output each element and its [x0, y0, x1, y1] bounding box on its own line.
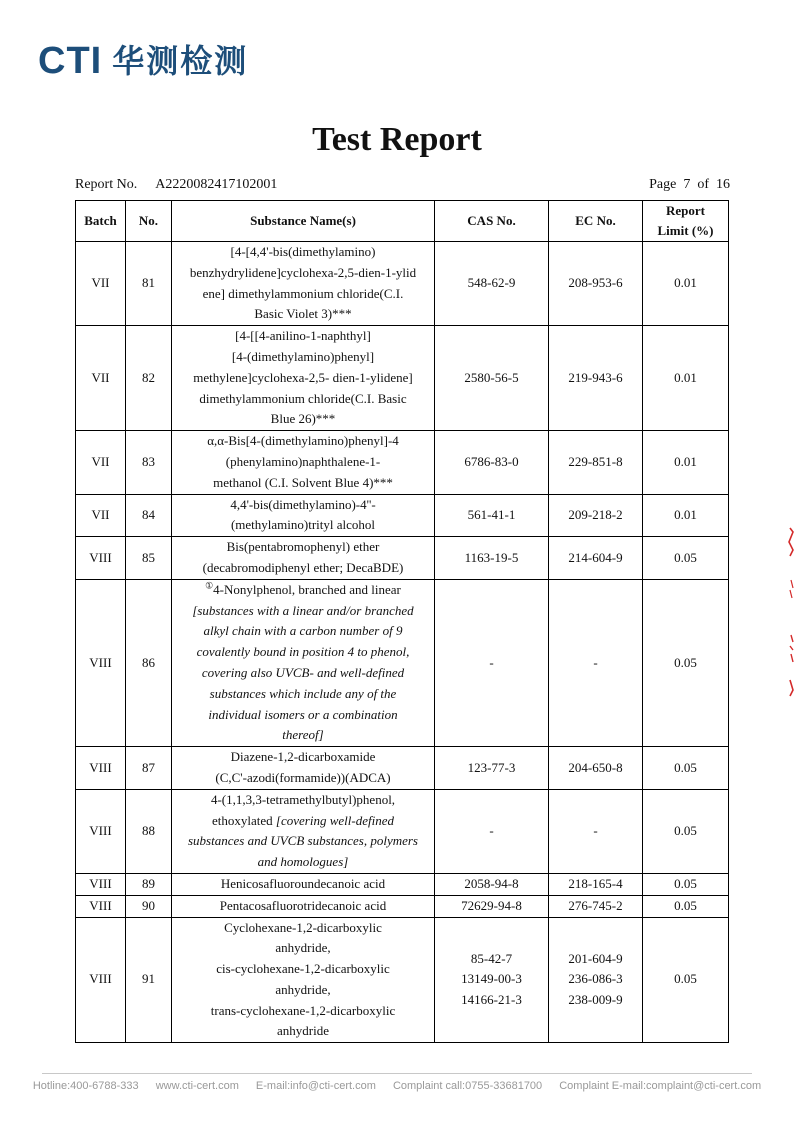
- substance-line: Cyclohexane-1,2-dicarboxylic: [224, 919, 382, 935]
- batch-cell: VIII: [76, 579, 126, 746]
- table-row: [76, 579, 729, 746]
- limit-cell: 0.05: [643, 873, 729, 895]
- cas-number: 6786-83-0: [464, 453, 519, 469]
- substance-line: 4,4'-bis(dimethylamino)-4''-: [230, 496, 376, 512]
- ec-number: 238-009-9: [568, 992, 623, 1008]
- limit-cell: 0.05: [643, 579, 729, 746]
- batch-cell: VII: [76, 242, 126, 326]
- ec-number: 204-650-8: [568, 759, 623, 775]
- table-row: [76, 431, 729, 494]
- batch-cell: VII: [76, 494, 126, 537]
- substance-line: 4-(1,1,3,3-tetramethylbutyl)phenol,: [210, 791, 396, 807]
- substance-cell: [172, 579, 435, 746]
- cas-cell: [435, 494, 549, 537]
- substance-table: [75, 200, 729, 1043]
- page-number: 7: [683, 177, 691, 192]
- table-row: [76, 917, 729, 1043]
- table-row: [76, 873, 729, 895]
- limit-cell: 0.05: [643, 917, 729, 1043]
- page-of-label: of: [697, 177, 709, 192]
- ec-number: 201-604-9: [568, 950, 623, 966]
- header-limit-line1: Report: [666, 203, 705, 218]
- ec-cell: [549, 537, 643, 580]
- substance-line-italic: substances which include any of the: [209, 685, 397, 701]
- ec-number: 229-851-8: [568, 453, 623, 469]
- cas-cell: [435, 431, 549, 494]
- substance-cell: [172, 242, 435, 326]
- ec-number: 209-218-2: [568, 506, 623, 522]
- logo-cti-text: CTI: [38, 40, 103, 82]
- substance-line: anhydride,: [275, 981, 331, 997]
- cas-cell: [435, 326, 549, 431]
- substance-line: Diazene-1,2-dicarboxamide: [230, 749, 376, 765]
- batch-cell: VIII: [76, 747, 126, 790]
- number-cell: 87: [126, 747, 172, 790]
- ec-cell: [549, 431, 643, 494]
- cas-cell: [435, 895, 549, 917]
- substance-cell: [172, 917, 435, 1043]
- ec-number: 218-165-4: [568, 875, 623, 891]
- substance-line: (C,C'-azodi(formamide))(ADCA): [215, 769, 391, 785]
- ec-number: 236-086-3: [568, 971, 623, 987]
- footer-complaint-call: Complaint call:0755-33681700: [392, 1080, 543, 1092]
- substance-line: Blue 26)***: [270, 411, 336, 427]
- header-cas: CAS No.: [435, 201, 549, 242]
- table-header-row: [76, 201, 729, 242]
- ec-cell: [549, 494, 643, 537]
- substance-line: Bis(pentabromophenyl) ether: [226, 539, 380, 555]
- batch-cell: VIII: [76, 789, 126, 873]
- number-cell: 89: [126, 873, 172, 895]
- footer-website: www.cti-cert.com: [155, 1080, 239, 1092]
- batch-cell: VIII: [76, 537, 126, 580]
- substance-cell: [172, 494, 435, 537]
- ec-cell: [549, 789, 643, 873]
- number-cell: 86: [126, 579, 172, 746]
- number-cell: 84: [126, 494, 172, 537]
- substance-cell: [172, 789, 435, 873]
- cas-number: 561-41-1: [467, 506, 516, 522]
- substance-cell: [172, 537, 435, 580]
- cas-cell: [435, 873, 549, 895]
- substance-line-italic: alkyl chain with a carbon number of 9: [203, 623, 403, 639]
- page-indicator: [649, 176, 730, 194]
- number-cell: 85: [126, 537, 172, 580]
- ec-cell: [549, 326, 643, 431]
- substance-line-italic: substances and UVCB substances, polymers: [187, 833, 418, 849]
- footer-complaint-email: Complaint E-mail:complaint@cti-cert.com: [559, 1080, 762, 1092]
- page-title: Test Report: [312, 121, 482, 158]
- cas-number: 72629-94-8: [461, 897, 522, 913]
- ec-number: 276-745-2: [568, 897, 623, 913]
- number-cell: 88: [126, 789, 172, 873]
- header-limit-line2: Limit (%): [657, 223, 714, 238]
- substance-line: Henicosafluoroundecanoic acid: [220, 875, 386, 891]
- batch-cell: VIII: [76, 895, 126, 917]
- substance-line: (methylamino)trityl alcohol: [230, 517, 376, 533]
- limit-cell: 0.01: [643, 326, 729, 431]
- cas-cell: [435, 789, 549, 873]
- footnote-marker: ①: [205, 580, 214, 591]
- cas-cell: [435, 537, 549, 580]
- batch-cell: VII: [76, 326, 126, 431]
- substance-line-italic: and homologues]: [257, 854, 349, 870]
- cas-number: -: [489, 654, 494, 670]
- table-row: [76, 494, 729, 537]
- substance-line: ene] dimethylammonium chloride(C.I.: [202, 285, 404, 301]
- cas-number: 85-42-7: [470, 950, 513, 966]
- substance-line: (phenylamino)naphthalene-1-: [225, 453, 381, 469]
- substance-line: cis-cyclohexane-1,2-dicarboxylic: [216, 961, 390, 977]
- substance-line-italic: [covering well-defined: [275, 812, 394, 828]
- ec-number: 208-953-6: [568, 275, 623, 291]
- substance-cell: [172, 747, 435, 790]
- limit-cell: 0.05: [643, 789, 729, 873]
- limit-cell: 0.05: [643, 747, 729, 790]
- ec-cell: [549, 873, 643, 895]
- substance-line: [178, 580, 428, 601]
- substance-line: Basic Violet 3)***: [254, 306, 352, 322]
- cas-cell: [435, 242, 549, 326]
- batch-cell: VIII: [76, 917, 126, 1043]
- footer-hotline: Hotline:400-6788-333: [32, 1080, 139, 1092]
- cas-number: -: [489, 822, 494, 838]
- substance-line-italic: covalently bound in position 4 to phenol,: [196, 644, 410, 660]
- batch-cell: VIII: [76, 873, 126, 895]
- substance-line: anhydride: [277, 1023, 329, 1039]
- ec-number: -: [593, 822, 598, 838]
- batch-cell: VII: [76, 431, 126, 494]
- number-cell: 83: [126, 431, 172, 494]
- header-substance: Substance Name(s): [172, 201, 435, 242]
- ec-cell: [549, 579, 643, 746]
- report-number-label: Report No.: [75, 177, 138, 192]
- cas-number: 1163-19-5: [464, 549, 519, 565]
- substance-line: [4-[4,4'-bis(dimethylamino): [230, 244, 376, 259]
- substance-line-plain: ethoxylated: [212, 812, 276, 828]
- substance-line: methylene]cyclohexa-2,5- dien-1-ylidene]: [193, 369, 413, 385]
- cas-cell: [435, 747, 549, 790]
- cas-number: 123-77-3: [467, 759, 516, 775]
- substance-line-italic: thereof]: [282, 727, 324, 743]
- header-limit: [643, 201, 729, 242]
- ec-number: 219-943-6: [568, 369, 623, 385]
- cas-number: 2058-94-8: [464, 875, 519, 891]
- limit-cell: 0.01: [643, 431, 729, 494]
- substance-line: methanol (C.I. Solvent Blue 4)***: [213, 474, 393, 490]
- substance-cell: [172, 895, 435, 917]
- header-batch: Batch: [76, 201, 126, 242]
- table-row: [76, 747, 729, 790]
- number-cell: 82: [126, 326, 172, 431]
- header-ec: EC No.: [549, 201, 643, 242]
- cas-number: 13149-00-3: [461, 971, 522, 987]
- substance-cell: [172, 326, 435, 431]
- ec-cell: [549, 747, 643, 790]
- substance-line: benzhydrylidene]cyclohexa-2,5-dien-1-ylid: [189, 264, 417, 280]
- ec-number: -: [593, 654, 598, 670]
- number-cell: 90: [126, 895, 172, 917]
- ec-number: 214-604-9: [568, 549, 623, 565]
- substance-cell: [172, 431, 435, 494]
- substance-line: [4-[[4-anilino-1-naphthyl]: [235, 328, 371, 344]
- page-label: Page: [649, 177, 677, 192]
- cas-number: 2580-56-5: [464, 369, 519, 385]
- table-row: [76, 789, 729, 873]
- substance-line: [178, 811, 428, 832]
- table-row: [76, 537, 729, 580]
- substance-line: (decabromodiphenyl ether; DecaBDE): [202, 559, 404, 575]
- red-stamp-fragment: [784, 520, 794, 700]
- substance-line-italic: individual isomers or a combination: [208, 706, 398, 722]
- header-no: No.: [126, 201, 172, 242]
- substance-cell: [172, 873, 435, 895]
- limit-cell: 0.01: [643, 242, 729, 326]
- substance-line: [4-(dimethylamino)phenyl]: [231, 348, 375, 364]
- footer-email: E-mail:info@cti-cert.com: [255, 1080, 376, 1092]
- report-number-value: A2220082417102001: [155, 177, 278, 192]
- cas-cell: [435, 917, 549, 1043]
- ec-cell: [549, 895, 643, 917]
- cas-cell: [435, 579, 549, 746]
- substance-line-italic: covering also UVCB- and well-defined: [201, 664, 405, 680]
- limit-cell: 0.01: [643, 494, 729, 537]
- table-row: [76, 242, 729, 326]
- substance-line: anhydride,: [275, 940, 331, 956]
- limit-cell: 0.05: [643, 537, 729, 580]
- substance-line: α,α-Bis[4-(dimethylamino)phenyl]-4: [207, 433, 399, 449]
- substance-line-text: 4-Nonylphenol, branched and linear: [213, 581, 401, 597]
- ec-cell: [549, 242, 643, 326]
- limit-cell: 0.05: [643, 895, 729, 917]
- substance-line: dimethylammonium chloride(C.I. Basic: [199, 390, 407, 406]
- substance-line-italic: [substances with a linear and/or branched: [192, 602, 414, 618]
- cas-number: 548-62-9: [467, 275, 516, 291]
- table-row: [76, 895, 729, 917]
- footer: [0, 1080, 794, 1092]
- number-cell: 91: [126, 917, 172, 1043]
- table-row: [76, 326, 729, 431]
- page-total: 16: [716, 177, 730, 192]
- ec-cell: [549, 917, 643, 1043]
- footer-divider: [42, 1073, 752, 1074]
- cas-number: 14166-21-3: [461, 992, 522, 1008]
- report-number: [75, 176, 277, 194]
- number-cell: 81: [126, 242, 172, 326]
- substance-line: Pentacosafluorotridecanoic acid: [219, 897, 387, 913]
- logo-chinese-text: 华测检测: [112, 42, 249, 80]
- substance-line: trans-cyclohexane-1,2-dicarboxylic: [210, 1002, 396, 1018]
- company-logo: [38, 42, 248, 80]
